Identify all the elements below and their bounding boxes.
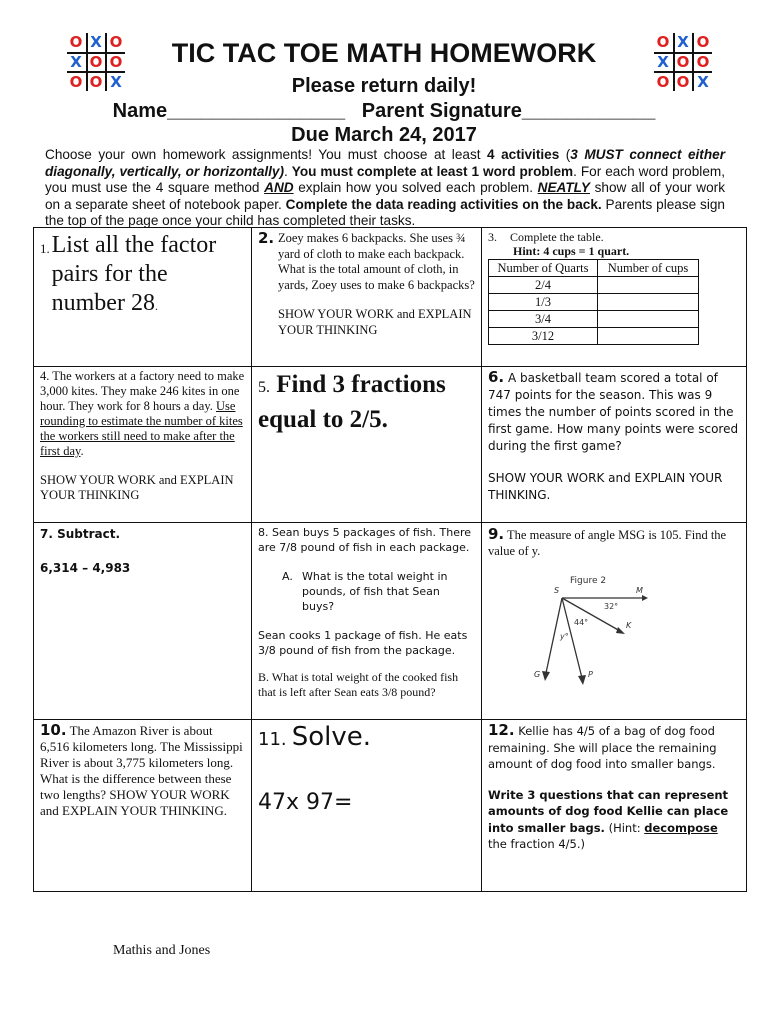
- task-text: Sean cooks 1 package of fish. He eats 3/8 pound of fish from the package.: [258, 629, 468, 657]
- arrowhead-icon: [616, 627, 625, 634]
- instructions: [45, 147, 725, 230]
- angle-label: y°: [560, 632, 569, 641]
- task-text: .: [80, 444, 84, 458]
- part-a-text: What is the total weight in pounds, of fish that Sean buys?: [302, 570, 448, 613]
- task-number: 10.: [40, 721, 67, 739]
- point-label: M: [636, 586, 643, 595]
- logo-cell: O: [676, 73, 690, 91]
- task-11: [252, 720, 481, 891]
- logo-cell: O: [656, 33, 670, 51]
- subtraction-problem: 6,314 – 4,983: [40, 561, 131, 575]
- intro-bold: Complete the data reading activities on the back.: [285, 196, 602, 212]
- intro-bold-italic: 3 MUST connect either diagonally, vertically, or horizontally): [45, 147, 725, 179]
- table-cell-empty: [598, 294, 699, 311]
- task-text: .: [154, 299, 158, 313]
- page-title: TIC TAC TOE MATH HOMEWORK: [171, 38, 597, 68]
- logo-cell: O: [109, 53, 123, 71]
- table-cell-empty: [598, 311, 699, 328]
- name-label: Name________________: [112, 100, 346, 122]
- task-text: List all the factor pairs for the number 28: [51, 232, 217, 316]
- task-bold-text: Write 3 questions that can represent amounts of dog food Kellie can place into smaller bags.: [488, 787, 729, 835]
- logo-cell: O: [109, 33, 123, 51]
- intro-text: Choose your own homework assignments! You must choose at least: [45, 147, 488, 162]
- logo-cell: O: [656, 73, 670, 91]
- figure-title: Figure 2: [570, 576, 607, 586]
- task-text: Complete the table.: [510, 230, 604, 244]
- task-heading: Solve.: [291, 722, 372, 752]
- task-number: 2.: [258, 229, 275, 247]
- task-text: A basketball team scored a total of 747 points for the season. This was 9 times the number of points scored in the first game. How many points were scored during the first game?: [488, 371, 739, 453]
- task-1: [34, 228, 251, 366]
- intro-text: show all of your work on a separate sheet of notebook paper.: [45, 180, 726, 212]
- task-8: [252, 523, 481, 719]
- task-number: 12.: [488, 721, 515, 739]
- tic-tac-toe-board: [33, 227, 747, 892]
- task-number: 1.: [40, 241, 50, 256]
- task-12: [482, 720, 746, 891]
- point-label: K: [626, 621, 632, 630]
- task-text: The Amazon River is about 6,516 kilometers long. The Mississippi River is about 3,775 kilometers long. What is the difference between these two lengths? SHOW YOUR WORK and EXPLAIN YOUR THINKING.: [40, 723, 243, 818]
- task-instruction: SHOW YOUR WORK and EXPLAIN YOUR THINKING.: [488, 471, 723, 502]
- intro-bold: 4 activities: [487, 147, 560, 162]
- logo-cell: O: [69, 33, 83, 51]
- multiplication-problem: 47x 97=: [258, 790, 353, 815]
- logo-cell: X: [90, 33, 102, 51]
- logo-cell: X: [677, 33, 689, 51]
- task-hint: the fraction 4/5.): [488, 837, 586, 851]
- task-9: [482, 523, 746, 719]
- task-number: 3.: [488, 230, 497, 244]
- task-6: [482, 367, 746, 522]
- table-header: Number of cups: [598, 260, 699, 277]
- task-instruction: SHOW YOUR WORK and EXPLAIN YOUR THINKING: [40, 473, 234, 502]
- task-hint: Hint: 4 cups = 1 quart.: [513, 244, 630, 258]
- task-text: 4. The workers at a factory need to make 3,000 kites. They make 246 kites in one hour. They work for 8 hours a day.: [40, 369, 245, 413]
- logo-cell: X: [657, 53, 669, 71]
- logo-cell: O: [676, 53, 690, 71]
- task-number: 11.: [258, 729, 287, 750]
- table-header: Number of Quarts: [489, 260, 598, 277]
- task-number: 5.: [258, 379, 270, 396]
- task-hint: (Hint:: [604, 820, 645, 835]
- arrowhead-icon: [542, 671, 550, 681]
- task-3: [482, 228, 746, 366]
- arrowhead-icon: [578, 675, 586, 685]
- task-instruction: SHOW YOUR WORK and EXPLAIN YOUR THINKING: [278, 307, 472, 337]
- intro-text: (: [559, 147, 571, 162]
- part-b-text: B. What is total weight of the cooked fish that is left after Sean eats 3/8 pound?: [258, 670, 459, 699]
- footer-authors: Mathis and Jones: [113, 943, 211, 958]
- due-date: Due March 24, 2017: [291, 124, 477, 146]
- task-text: Zoey makes 6 backpacks. She uses ¾ yard of cloth to make each backpack. What is the total amount of cloth, in yards, Zoey uses to make 6 backpacks?: [278, 231, 475, 292]
- parent-signature-label: Parent Signature____________: [361, 100, 656, 122]
- task-underlined-text: Use rounding to estimate the number of kites the workers still need to make after the first day: [40, 399, 243, 458]
- intro-bold: You must complete at least 1 word problem: [291, 163, 574, 179]
- part-label: A.: [282, 570, 293, 583]
- intro-text: .: [284, 163, 292, 179]
- angle-label: 32°: [604, 602, 619, 611]
- task-2: [252, 228, 481, 366]
- arrowhead-icon: [642, 595, 648, 601]
- intro-text: . For each word problem, you must use the 4 square method: [45, 163, 725, 195]
- intro-bold-underline: NEATLY: [537, 180, 590, 195]
- task-text: The measure of angle MSG is 105. Find the value of y.: [488, 528, 727, 558]
- point-label: S: [554, 586, 560, 595]
- table-cell: 3/4: [489, 311, 598, 328]
- angle-label: 44°: [574, 618, 589, 627]
- task-text: Kellie has 4/5 of a bag of dog food remaining. She will place the remaining amount of dog food into smaller bangs.: [488, 724, 717, 771]
- task-text: 8. Sean buys 5 packages of fish. There are 7/8 pound of fish in each package.: [258, 526, 472, 554]
- logo-cell: O: [69, 73, 83, 91]
- table-cell: 2/4: [489, 277, 598, 294]
- task-7: [34, 523, 251, 719]
- logo-cell: O: [696, 33, 710, 51]
- logo-cell: X: [110, 73, 122, 91]
- intro-text: Parents please sign the top of the page once your child has completed their tasks.: [45, 196, 725, 228]
- table-cell: 1/3: [489, 294, 598, 311]
- task-title: 7. Subtract.: [40, 527, 121, 541]
- page-subtitle: Please return daily!: [291, 75, 477, 97]
- intro-text: explain how you solved each problem.: [293, 180, 538, 195]
- task-number: 9.: [488, 525, 505, 543]
- task-number: 6.: [488, 368, 505, 386]
- task-text: Find 3 fractions equal to 2/5.: [258, 371, 446, 433]
- logo-cell: X: [697, 73, 709, 91]
- name-signature-line: [0, 100, 768, 123]
- logo-cell: O: [696, 53, 710, 71]
- table-cell-empty: [598, 277, 699, 294]
- intro-bold-underline: AND: [264, 180, 294, 195]
- logo-cell: X: [70, 53, 82, 71]
- angle-figure: [532, 573, 682, 693]
- task-10: [34, 720, 251, 891]
- task-hint-keyword: decompose: [644, 820, 718, 835]
- task-4: [34, 367, 251, 522]
- point-label: G: [534, 670, 541, 679]
- quarts-cups-table: [488, 259, 699, 345]
- point-label: P: [588, 670, 593, 679]
- logo-cell: O: [89, 53, 103, 71]
- task-5: [252, 367, 481, 522]
- table-cell: 3/12: [489, 328, 598, 345]
- table-cell-empty: [598, 328, 699, 345]
- logo-cell: O: [89, 73, 103, 91]
